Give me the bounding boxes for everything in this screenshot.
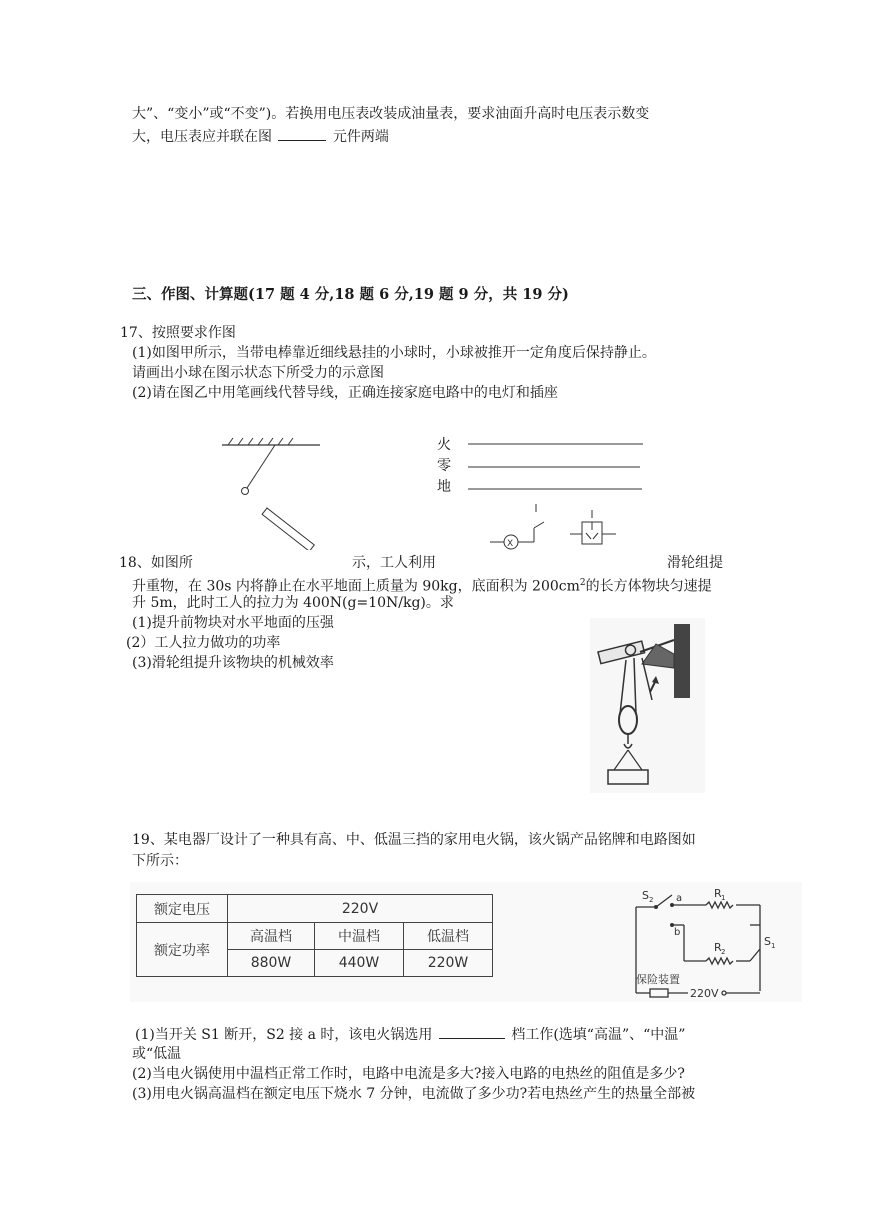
question-text: (2)请在图乙中用笔画线代替导线，正确连接家庭电路中的电灯和插座 xyxy=(132,385,558,401)
section-title: 三、作图、计算题(17 题 4 分,18 题 6 分,19 题 9 分，共 19 分) xyxy=(132,286,569,303)
value-low: 220W xyxy=(404,950,493,977)
sub-question: (1)提升前物块对水平地面的压强 xyxy=(132,615,334,631)
s1-sub: 1 xyxy=(771,942,776,950)
rated-voltage-label: 额定电压 xyxy=(137,895,228,923)
question-text: 滑轮组提 xyxy=(667,555,723,571)
r1-sub: 1 xyxy=(721,894,726,902)
paragraph-line xyxy=(132,126,389,147)
question-text: 下所示： xyxy=(132,853,188,869)
r1-label: R xyxy=(714,887,722,900)
question-text: (1)如图甲所示，当带电棒靠近细线悬挂的小球时，小球被推开一定角度后保持静止。 xyxy=(132,345,656,361)
a-label: a xyxy=(676,893,683,904)
rated-power-label: 额定功率 xyxy=(137,923,228,977)
text: 的长方体物块匀速提 xyxy=(585,578,712,595)
question-text: 示，工人利用 xyxy=(352,555,436,571)
lamp-icon xyxy=(490,535,526,549)
charged-rod xyxy=(262,508,314,550)
s2-label: S xyxy=(642,889,649,902)
question-text: 19、某电器厂设计了一种具有高、中、低温三挡的家用电火锅，该火锅产品铭牌和电路图如 xyxy=(132,832,696,848)
rated-voltage-value: 220V xyxy=(228,895,493,923)
s2-sub: 2 xyxy=(649,896,654,904)
fuse-label: 保险装置 xyxy=(636,973,680,986)
wall-icon xyxy=(674,624,690,698)
sub-question xyxy=(135,1024,685,1045)
superscript: 2 xyxy=(579,578,586,588)
s1-label: S xyxy=(764,935,771,948)
b-label: b xyxy=(674,927,681,938)
text: 元件两端 xyxy=(332,129,389,145)
text: 档工作(选填“高温”、“中温” xyxy=(511,1027,686,1043)
header-mid: 中温档 xyxy=(315,923,404,950)
wire-label-neutral: 零 xyxy=(437,458,451,474)
sub-question: 或“低温 xyxy=(132,1046,182,1062)
nameplate-table xyxy=(136,894,493,977)
header-low: 低温档 xyxy=(404,923,493,950)
text: 大，电压表应并联在图 xyxy=(132,129,272,145)
question-text: 18、如图所 xyxy=(119,555,193,571)
sub-question: (3)滑轮组提升该物块的机械效率 xyxy=(132,655,334,671)
svg-text:X: X xyxy=(507,539,514,549)
text: 升重物，在 30s 内将静止在水平地面上质量为 90kg，底面积为 200cm xyxy=(132,578,580,595)
sub-question: (2）工人拉力做功的功率 xyxy=(126,635,281,651)
sub-question: (3)用电火锅高温档在额定电压下烧水 7 分钟，电流做了多少功?若电热丝产生的热量全部被 xyxy=(132,1086,696,1102)
wire-label-ground: 地 xyxy=(437,479,451,495)
figure-pulley-system xyxy=(590,618,705,793)
wire-label-fire: 火 xyxy=(437,437,451,453)
question-title: 17、按照要求作图 xyxy=(120,325,236,341)
header-high: 高温档 xyxy=(228,923,315,950)
switch-icon xyxy=(526,504,544,542)
socket-icon xyxy=(570,510,616,544)
value-mid: 440W xyxy=(315,950,404,977)
question-text: 升 5m，此时工人的拉力为 400N(g=10N/kg)。求 xyxy=(132,595,454,611)
value-high: 880W xyxy=(228,950,315,977)
question-text: 请画出小球在图示状态下所受力的示意图 xyxy=(132,365,384,381)
r2-sub: 2 xyxy=(721,948,726,956)
answer-blank[interactable] xyxy=(278,126,326,141)
paragraph-line: 大”、“变小”或“不变”)。若换用电压表改装成油量表，要求油面升高时电压表示数变 xyxy=(132,106,650,122)
answer-blank[interactable] xyxy=(439,1024,505,1039)
figure-pendulum xyxy=(210,430,330,550)
figure-household-circuit xyxy=(460,430,660,560)
r2-label: R xyxy=(714,941,722,954)
sub-question: (2)当电火锅使用中温档正常工作时，电路中电流是多大?接入电路的电热丝的阻值是多少? xyxy=(132,1066,685,1082)
voltage-label: 220V xyxy=(690,987,719,1000)
ball-icon xyxy=(242,488,249,495)
text: (1)当开关 S1 断开，S2 接 a 时，该电火锅选用 xyxy=(135,1027,433,1043)
figure-hotpot-circuit xyxy=(628,883,778,1001)
